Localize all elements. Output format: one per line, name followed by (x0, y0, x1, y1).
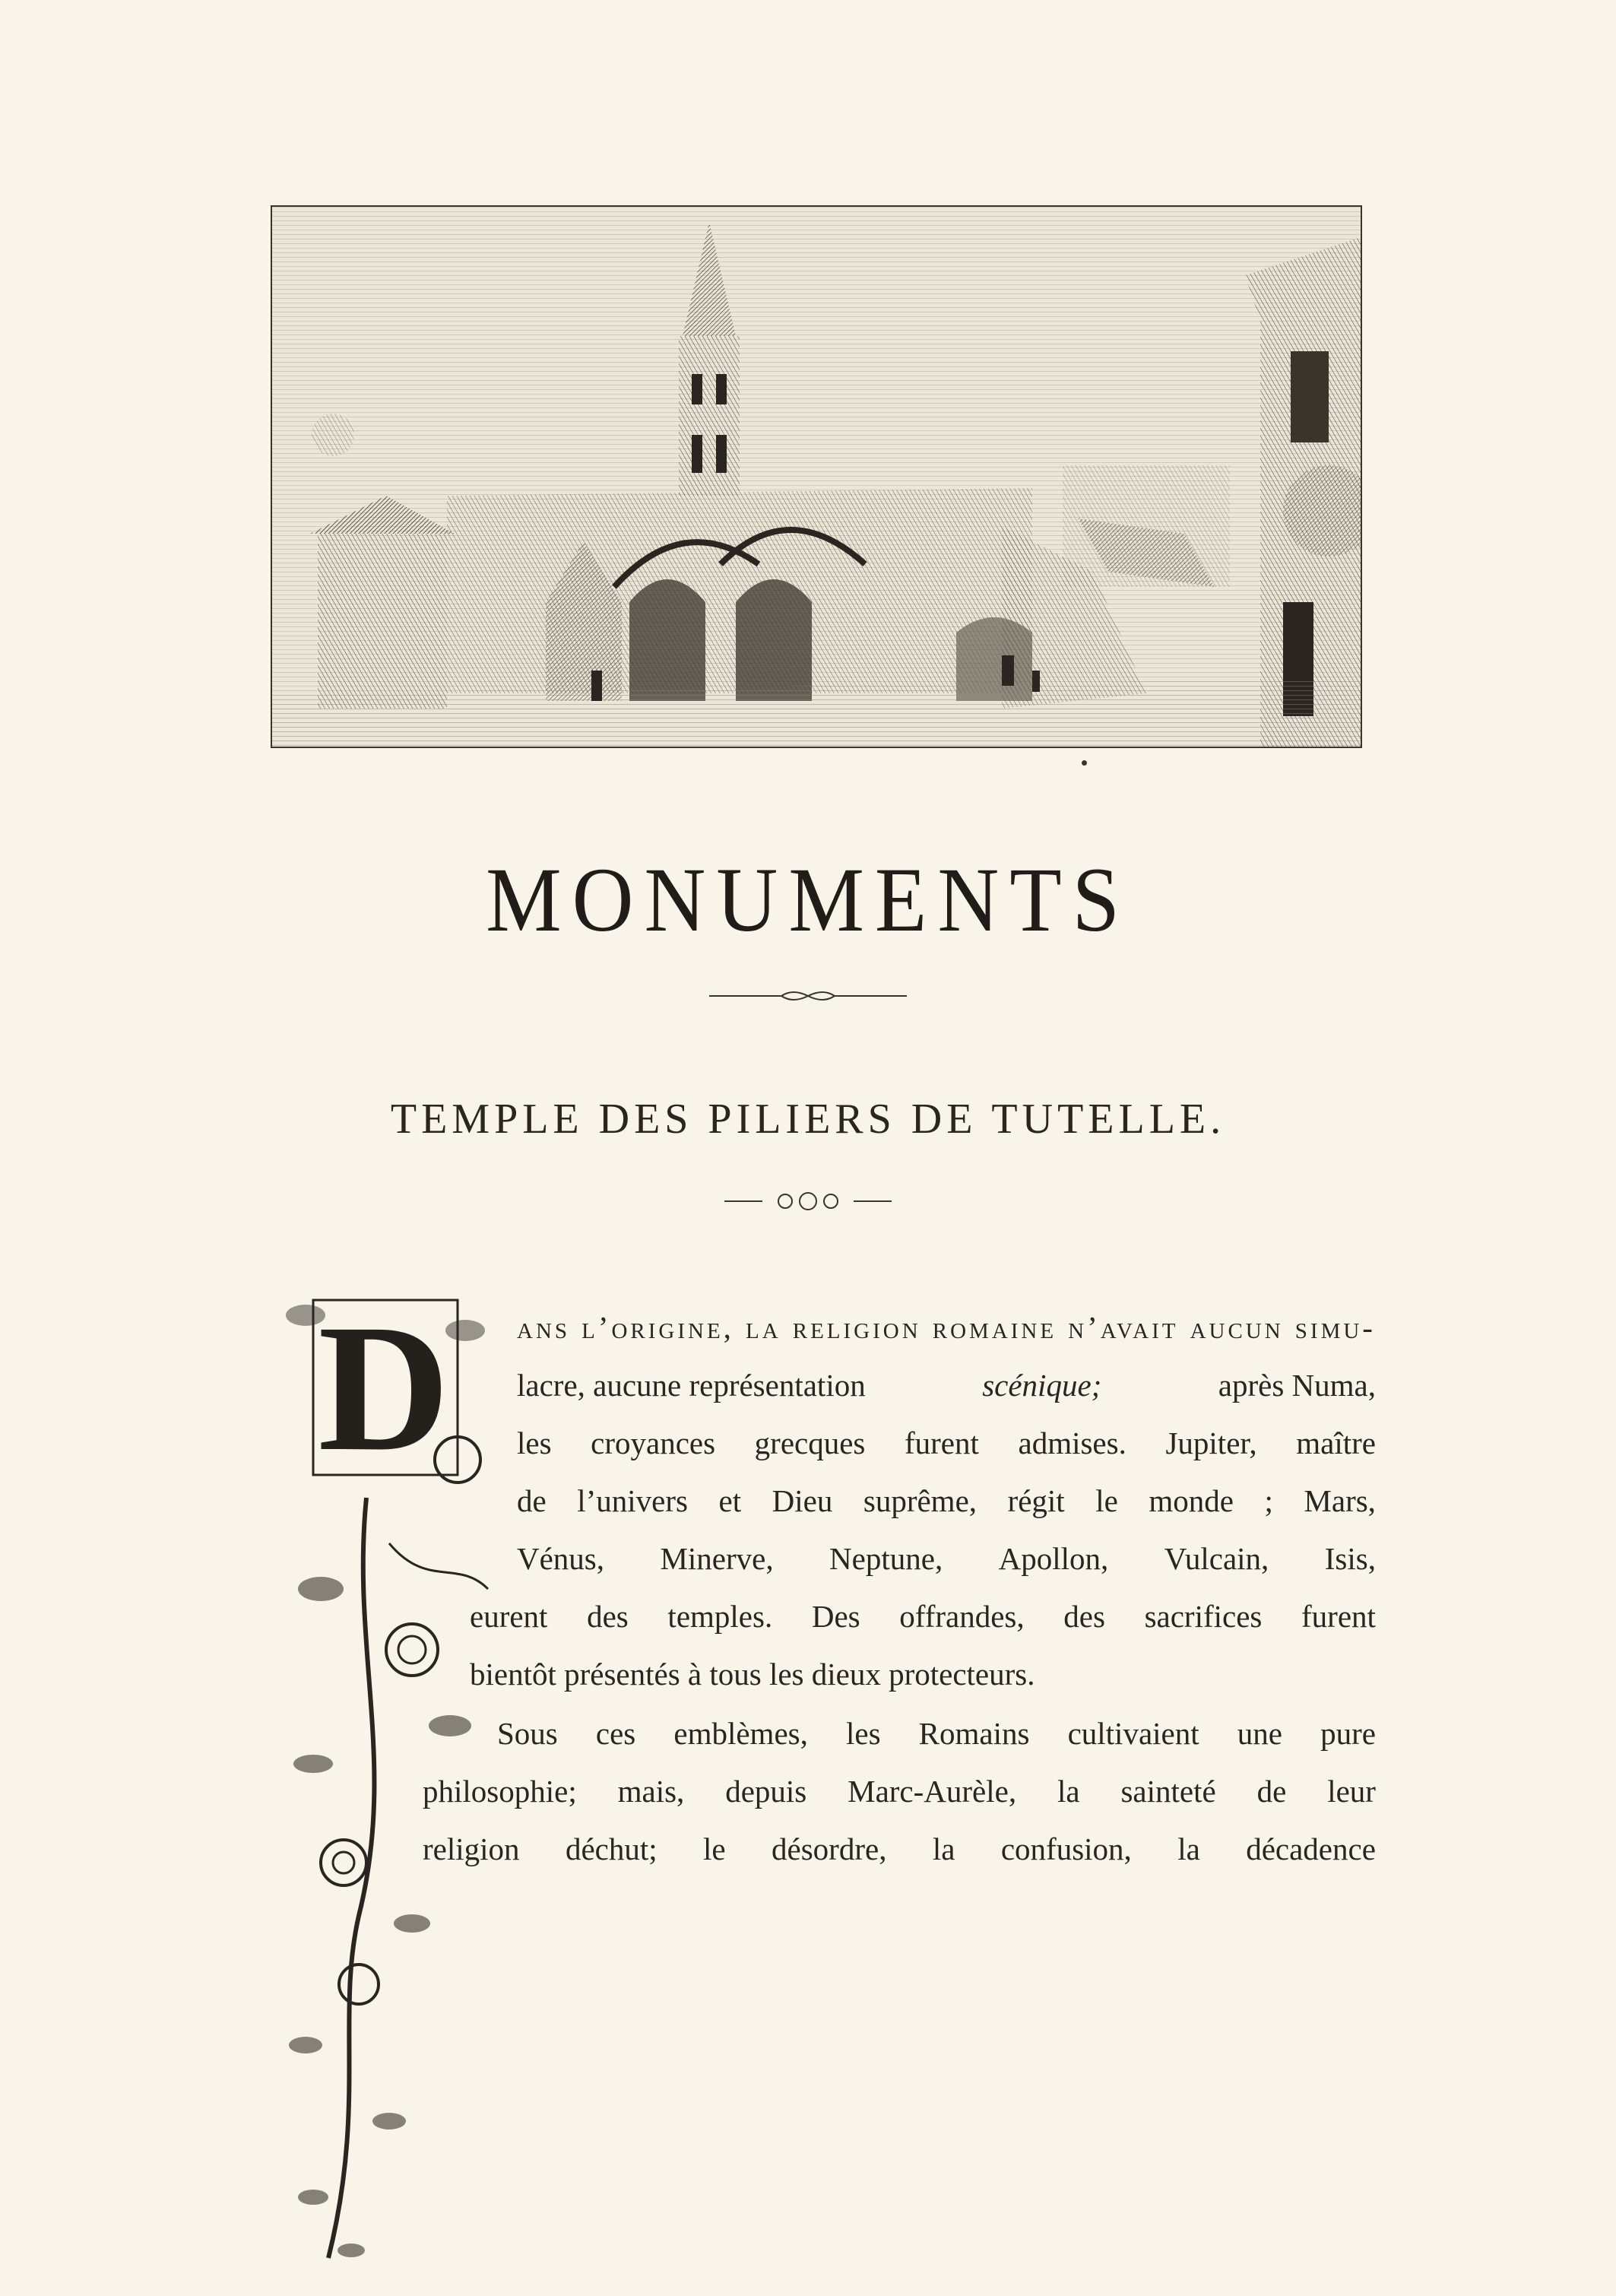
body-word: sainteté (1120, 1774, 1216, 1809)
body-word: l’univers (577, 1483, 688, 1518)
print-speck (1082, 760, 1087, 766)
body-line-10 (423, 1826, 1376, 1872)
body-word: de (1256, 1774, 1287, 1809)
body-word: furent (904, 1425, 979, 1460)
body-line-2: lacre, aucune représentation scénique; après Numa, (517, 1368, 1376, 1403)
body-word: romaine (932, 1310, 1057, 1345)
body-word: une (1237, 1716, 1282, 1751)
body-line-9 (423, 1768, 1376, 1814)
body-word: Vénus, (517, 1541, 605, 1576)
body-word: les (517, 1425, 552, 1460)
subtitle-ornament (0, 1191, 1616, 1221)
body-line-5 (517, 1536, 1376, 1581)
body-line-3 (517, 1420, 1376, 1466)
body-word: leur (1327, 1774, 1376, 1809)
body-word: et (718, 1483, 742, 1518)
body-word: Minerve, (660, 1541, 774, 1576)
section-title: TEMPLE DES PILIERS DE TUTELLE. (390, 1096, 1226, 1143)
title-ornament (0, 987, 1616, 1017)
body-word: Marc-Aurèle, (848, 1774, 1017, 1809)
subtitle-ornament-icon (717, 1191, 899, 1212)
body-line-6 (470, 1594, 1376, 1639)
body-word: décadence (1246, 1831, 1376, 1866)
body-word: Sous (497, 1716, 558, 1751)
body-word: Mars, (1304, 1483, 1376, 1518)
body-word: maître (1296, 1425, 1376, 1460)
body-word: religion (423, 1831, 520, 1866)
body-word: la (1177, 1831, 1200, 1866)
body-word: la (746, 1310, 781, 1345)
body-word: confusion, (1000, 1831, 1132, 1866)
body-word: mais, (617, 1774, 685, 1809)
body-word: eurent (470, 1599, 548, 1634)
body-word: déchut; (565, 1831, 657, 1866)
body-word: croyances (591, 1425, 716, 1460)
body-word: monde (1149, 1483, 1234, 1518)
body-word: de (517, 1483, 547, 1518)
body-word: le (1095, 1483, 1118, 1518)
engraving-art (272, 207, 1361, 747)
body-word: sacrifices (1144, 1599, 1263, 1634)
body-word: ces (595, 1716, 636, 1751)
body-line-8 (497, 1711, 1376, 1756)
body-word: les (845, 1716, 881, 1751)
title-ornament-icon (709, 987, 907, 1005)
body-line-4 (517, 1478, 1376, 1524)
body-word: Isis, (1324, 1541, 1376, 1576)
body-word: Apollon, (998, 1541, 1109, 1576)
body-word: religion (792, 1310, 921, 1345)
body-word: des (1063, 1599, 1105, 1634)
body-word: admises. (1018, 1425, 1126, 1460)
body-word: temples. (667, 1599, 773, 1634)
body-word: philosophie; (423, 1774, 577, 1809)
body-word: offrandes, (899, 1599, 1025, 1634)
initial-letter: D (318, 1286, 450, 1489)
body-line-7: bientôt présentés à tous les dieux protecteurs. (470, 1657, 1035, 1692)
body-word: simu- (1294, 1310, 1376, 1345)
body-word: le (703, 1831, 726, 1866)
body-word: désordre, (772, 1831, 887, 1866)
body-line-1 (517, 1305, 1376, 1350)
body-word: pure (1320, 1716, 1376, 1751)
body-word: emblèmes, (673, 1716, 808, 1751)
body-word: l’origine, (581, 1310, 734, 1345)
body-word: la (932, 1831, 955, 1866)
body-word: ans (517, 1310, 571, 1345)
body-word: depuis (725, 1774, 807, 1809)
body-word: cultivaient (1067, 1716, 1199, 1751)
body-word: suprême, (863, 1483, 978, 1518)
body-word: des (587, 1599, 629, 1634)
body-word: Neptune, (829, 1541, 943, 1576)
body-word: Romains (918, 1716, 1030, 1751)
body-word: régit (1007, 1483, 1065, 1518)
body-word: grecques (754, 1425, 866, 1460)
body-word: furent (1301, 1599, 1376, 1634)
body-word: Des (811, 1599, 860, 1634)
page-title: MONUMENTS (486, 849, 1130, 951)
body-word: aucun (1190, 1310, 1284, 1345)
body-word: Vulcain, (1164, 1541, 1269, 1576)
engraving-illustration (271, 205, 1362, 748)
body-word: la (1057, 1774, 1080, 1809)
body-word: Dieu (772, 1483, 833, 1518)
body-word: Jupiter, (1165, 1425, 1257, 1460)
body-word: ; (1264, 1483, 1273, 1518)
body-word: n’avait (1068, 1310, 1179, 1345)
